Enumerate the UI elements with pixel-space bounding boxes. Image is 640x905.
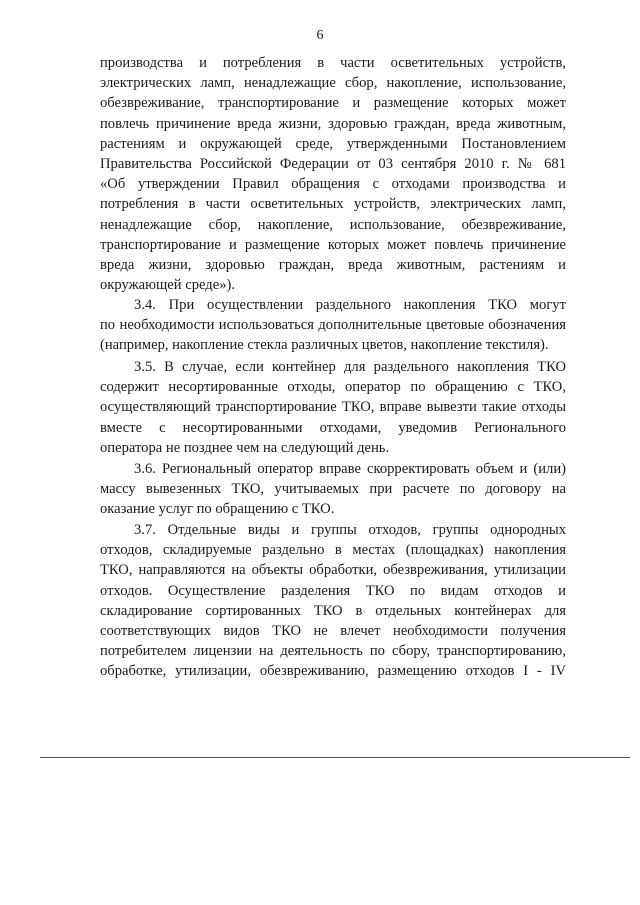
paragraph-3-5	[100, 357, 566, 458]
text-line: обезвреживание, транспортирование и размещение которых может	[100, 95, 566, 112]
text-line: 3.4. При осуществлении раздельного накопления ТКО могут	[134, 297, 566, 313]
text-line: производства и потребления в части осветительных устройств,	[100, 55, 566, 71]
text-line: осуществляющий транспортирование ТКО, вправе вывезти такие отходы	[100, 399, 566, 416]
text-line: по необходимости использоваться дополнительные цветовые обозначения	[100, 317, 566, 334]
paragraph-continuation	[100, 53, 566, 295]
text-line: содержит несортированные отходы, оператор по обращению с ТКО,	[100, 379, 566, 396]
text-line: оказание услуг по обращению с ТКО.	[100, 501, 335, 518]
text-line: ТКО, направляются на объекты обработки, обезвреживания, утилизации	[100, 562, 566, 579]
text-line: оператора не позднее чем на следующий день.	[100, 439, 390, 456]
paragraph-3-7	[100, 520, 566, 682]
text-line: (например, накопление стекла различных цветов, накопление текстиля).	[100, 337, 549, 354]
text-line: складирование сортированных ТКО в отдельных контейнерах для	[100, 602, 566, 619]
text-line: ненадлежащие сбор, накопление, использование, обезвреживание,	[100, 216, 566, 233]
text-line: 3.5. В случае, если контейнер для раздельного накопления ТКО	[134, 359, 566, 375]
text-line: потребителем лицензии на деятельность по сбору, транспортированию,	[100, 643, 566, 660]
text-line: потребления в части осветительных устройств, электрических ламп,	[100, 196, 566, 213]
text-line: соответствующих видов ТКО не влечет необходимости получения	[100, 622, 566, 639]
text-line: отходов, складируемые раздельно в местах (площадках) накопления	[100, 542, 566, 559]
text-line: вместе с несортированными отходами, уведомив Регионального	[100, 419, 566, 436]
text-line: 3.7. Отдельные виды и группы отходов, группы однородных	[134, 522, 566, 538]
text-line: Правительства Российской Федерации от 03 сентября 2010 г. № 681	[100, 155, 566, 172]
text-line: окружающей среде»).	[100, 277, 235, 294]
text-line: обработке, утилизации, обезвреживанию, размещению отходов I - IV	[100, 663, 566, 680]
page-number: 6	[316, 28, 324, 43]
text-line: растениям и окружающей среде, утвержденными Постановлением	[100, 135, 566, 152]
text-line: отходов. Осуществление разделения ТКО по видам отходов и	[100, 582, 566, 599]
text-line: массу вывезенных ТКО, учитываемых при расчете по договору на	[100, 481, 566, 498]
text-line: вреда жизни, здоровью граждан, вреда животным, растениям и	[100, 256, 566, 273]
text-line: «Об утверждении Правил обращения с отходами производства и	[100, 176, 566, 193]
text-line: электрических ламп, ненадлежащие сбор, накопление, использование,	[100, 75, 566, 92]
paragraph-3-4	[100, 295, 566, 356]
page-bottom-rule	[40, 757, 630, 758]
text-line: 3.6. Региональный оператор вправе скорректировать объем и (или)	[134, 461, 566, 477]
text-line: транспортирование и размещение которых может повлечь причинение	[100, 236, 566, 253]
text-line: повлечь причинение вреда жизни, здоровью граждан, вреда животным,	[100, 115, 566, 132]
paragraph-3-6	[100, 459, 566, 520]
